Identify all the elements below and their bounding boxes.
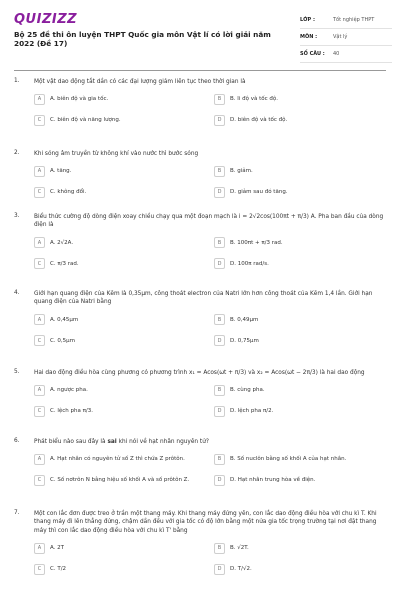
option-text: C. biên độ và năng lượng. bbox=[50, 117, 121, 124]
meta-value: Tốt nghiệp THPT bbox=[333, 17, 375, 23]
option-letter-box: B bbox=[214, 314, 225, 325]
option-c[interactable] bbox=[34, 257, 214, 271]
option-text: C. không đổi. bbox=[50, 189, 87, 196]
option-letter-box: D bbox=[214, 475, 225, 486]
answer-options bbox=[34, 452, 386, 487]
option-c[interactable] bbox=[34, 185, 214, 199]
option-text: D. biên độ và tốc độ. bbox=[230, 117, 288, 124]
question-text: Một con lắc đơn được treo ở trần một thang máy. Khi thang máy đứng yên, con lắc dao động điều hòa với chu kì T. Khi thang máy đi lên thẳng đứng, chậm dần đều với gia tốc có độ lớn bằng một nửa gia tốc trọng trường tại nơi đặt thang máy thì con lắc dao động điều hòa với chu kì T' bằng bbox=[34, 511, 377, 534]
question-3 bbox=[0, 213, 400, 290]
question-text: Một vật dao động tắt dần có các đại lượng giảm liên tục theo thời gian là bbox=[34, 79, 246, 85]
option-b[interactable] bbox=[214, 164, 386, 178]
question-2 bbox=[0, 150, 400, 213]
option-letter-box: A bbox=[34, 94, 45, 105]
option-c[interactable] bbox=[34, 562, 214, 576]
option-letter-box: A bbox=[34, 385, 45, 396]
question-list bbox=[0, 78, 400, 600]
question-4 bbox=[0, 290, 400, 369]
option-d[interactable] bbox=[214, 473, 386, 487]
option-text: A. tăng. bbox=[50, 168, 72, 175]
option-a[interactable] bbox=[34, 236, 214, 250]
question-number: 5. bbox=[14, 369, 20, 375]
worksheet-header bbox=[0, 0, 400, 68]
option-text: A. 2T bbox=[50, 545, 65, 552]
option-text: C. T/2 bbox=[50, 566, 67, 573]
option-letter-box: A bbox=[34, 314, 45, 325]
option-text: C. 0,5μm bbox=[50, 337, 75, 344]
option-c[interactable] bbox=[34, 113, 214, 127]
answer-options bbox=[34, 383, 386, 418]
option-letter-box: B bbox=[214, 385, 225, 396]
option-b[interactable] bbox=[214, 452, 386, 466]
option-letter-box: A bbox=[34, 237, 45, 248]
question-text: Phát biểu nào sau đây là sai khi nói về hạt nhân nguyên tử? bbox=[34, 439, 209, 445]
option-text: B. √2T. bbox=[230, 545, 249, 552]
option-text: D. 100π rad/s. bbox=[230, 260, 269, 267]
option-letter-box: C bbox=[34, 115, 45, 126]
option-c[interactable] bbox=[34, 473, 214, 487]
option-text: B. 100πt + π/3 rad. bbox=[230, 239, 283, 246]
option-text: D. lệch pha π/2. bbox=[230, 408, 274, 415]
option-letter-box: B bbox=[214, 94, 225, 105]
meta-label: MÔN : bbox=[300, 34, 318, 40]
option-d[interactable] bbox=[214, 113, 386, 127]
option-text: A. 0,45μm bbox=[50, 316, 79, 323]
option-a[interactable] bbox=[34, 313, 214, 327]
option-d[interactable] bbox=[214, 185, 386, 199]
option-letter-box: D bbox=[214, 564, 225, 575]
option-letter-box: C bbox=[34, 406, 45, 417]
question-5 bbox=[0, 369, 400, 438]
option-letter-box: D bbox=[214, 115, 225, 126]
meta-row-count bbox=[300, 46, 392, 63]
option-text: C. π/3 rad. bbox=[50, 260, 79, 267]
option-letter-box: C bbox=[34, 475, 45, 486]
question-number: 6. bbox=[14, 438, 20, 444]
option-letter-box: A bbox=[34, 543, 45, 554]
answer-options bbox=[34, 541, 386, 576]
option-b[interactable] bbox=[214, 92, 386, 106]
option-text: B. cùng pha. bbox=[230, 387, 265, 394]
option-letter-box: C bbox=[34, 258, 45, 269]
question-text: Biểu thức cường độ dòng điện xoay chiều chạy qua một đoạn mạch là i = 2√2cos(100πt + π/3) A. Pha ban đầu của dòng điện là bbox=[34, 214, 384, 229]
question-number: 7. bbox=[14, 510, 20, 516]
option-b[interactable] bbox=[214, 541, 386, 555]
option-text: A. biên độ và gia tốc. bbox=[50, 96, 109, 103]
option-letter-box: A bbox=[34, 454, 45, 465]
answer-options bbox=[34, 313, 386, 348]
option-letter-box: D bbox=[214, 406, 225, 417]
option-d[interactable] bbox=[214, 562, 386, 576]
meta-value: Vật lý bbox=[333, 34, 348, 40]
option-d[interactable] bbox=[214, 334, 386, 348]
meta-label: LỚP : bbox=[300, 17, 315, 23]
option-letter-box: B bbox=[214, 543, 225, 554]
option-b[interactable] bbox=[214, 313, 386, 327]
option-c[interactable] bbox=[34, 334, 214, 348]
option-a[interactable] bbox=[34, 452, 214, 466]
meta-row-subject bbox=[300, 29, 392, 46]
option-a[interactable] bbox=[34, 541, 214, 555]
option-letter-box: A bbox=[34, 166, 45, 177]
quizizz-logo: QUIZIZZ bbox=[14, 12, 78, 27]
option-text: D. 0,75μm bbox=[230, 337, 259, 344]
question-number: 4. bbox=[14, 290, 20, 296]
option-letter-box: D bbox=[214, 258, 225, 269]
option-letter-box: C bbox=[34, 187, 45, 198]
option-d[interactable] bbox=[214, 404, 386, 418]
meta-label: SỐ CÂU : bbox=[300, 51, 325, 57]
option-letter-box: B bbox=[214, 454, 225, 465]
answer-options bbox=[34, 236, 386, 271]
question-text: Khi sóng âm truyền từ không khí vào nước thì bước sóng bbox=[34, 151, 199, 157]
option-text: A. ngược pha. bbox=[50, 387, 88, 394]
option-text: C. lệch pha π/3. bbox=[50, 408, 94, 415]
worksheet-meta bbox=[300, 12, 392, 63]
meta-row-class bbox=[300, 12, 392, 29]
option-d[interactable] bbox=[214, 257, 386, 271]
answer-options bbox=[34, 164, 386, 199]
option-letter-box: B bbox=[214, 166, 225, 177]
answer-options bbox=[34, 92, 386, 127]
option-a[interactable] bbox=[34, 92, 214, 106]
question-number: 2. bbox=[14, 150, 20, 156]
option-text: D. giảm sau đó tăng. bbox=[230, 189, 288, 196]
option-letter-box: B bbox=[214, 237, 225, 248]
option-text: B. 0,49μm bbox=[230, 316, 259, 323]
option-letter-box: D bbox=[214, 187, 225, 198]
header-divider bbox=[14, 70, 386, 71]
worksheet-title: Bộ 25 đề thi ôn luyện THPT Quốc gia môn Vật lí có lời giải năm 2022 (Đề 17) bbox=[14, 30, 271, 49]
meta-value: 40 bbox=[333, 51, 340, 57]
question-number: 3. bbox=[14, 213, 20, 219]
option-c[interactable] bbox=[34, 404, 214, 418]
question-6 bbox=[0, 438, 400, 510]
question-text: Hai dao động điều hòa cùng phương có phương trình x₁ = Acos(ωt + π/3) và x₂ = Acos(ωt − 2π/3) là hai dao động bbox=[34, 370, 365, 376]
option-text: C. Số nơtrôn N bằng hiệu số khối A và số prôtôn Z. bbox=[50, 477, 190, 484]
question-number: 1. bbox=[14, 78, 20, 84]
option-letter-box: D bbox=[214, 335, 225, 346]
option-a[interactable] bbox=[34, 383, 214, 397]
option-text: B. giảm. bbox=[230, 168, 253, 175]
question-7 bbox=[0, 510, 400, 600]
option-text: A. 2√2A. bbox=[50, 239, 74, 246]
option-a[interactable] bbox=[34, 164, 214, 178]
option-text: B. li độ và tốc độ. bbox=[230, 96, 278, 103]
option-letter-box: C bbox=[34, 335, 45, 346]
option-text: D. Hạt nhân trung hòa về điện. bbox=[230, 477, 316, 484]
option-b[interactable] bbox=[214, 236, 386, 250]
question-text: Giới hạn quang điện của Kẽm là 0,35μm, công thoát electron của Natri lớn hơn công thoát của Kẽm 1,4 lần. Giới hạn quang điện của Natri bằng bbox=[34, 291, 373, 306]
option-text: A. Hạt nhân có nguyên tử số Z thì chứa Z prôtôn. bbox=[50, 456, 185, 463]
option-letter-box: C bbox=[34, 564, 45, 575]
option-text: D. T/√2. bbox=[230, 566, 252, 573]
option-b[interactable] bbox=[214, 383, 386, 397]
option-text: B. Số nuclôn bằng số khối A của hạt nhân. bbox=[230, 456, 347, 463]
question-1 bbox=[0, 78, 400, 150]
